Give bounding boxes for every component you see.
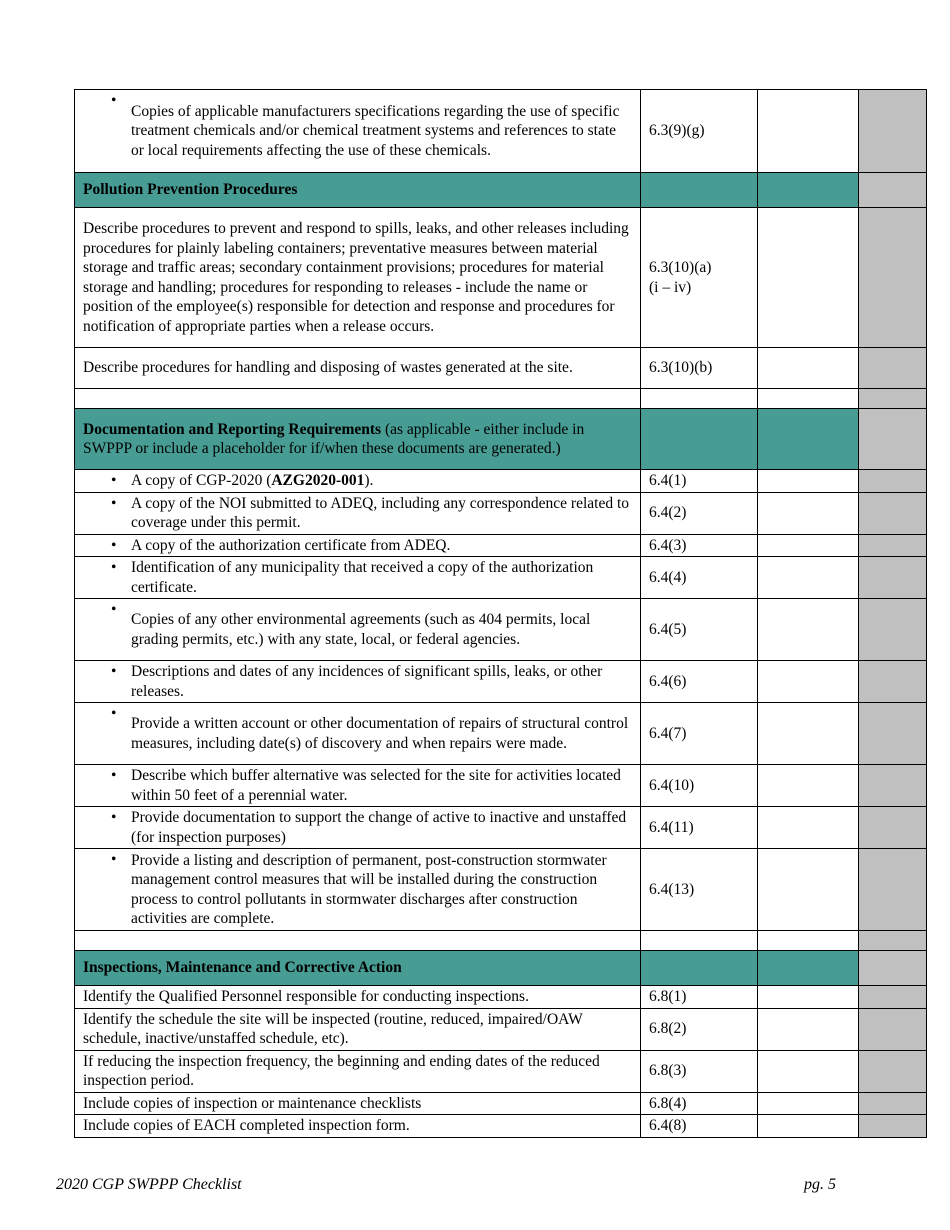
permit-reference: 6.4(8) <box>641 1115 758 1138</box>
requirement-text: Include copies of EACH completed inspection form. <box>75 1115 641 1138</box>
shaded-cell <box>859 1050 927 1092</box>
table-row <box>75 470 927 493</box>
table-row <box>75 807 927 849</box>
shaded-cell <box>859 849 927 931</box>
permit-reference: 6.4(11) <box>641 807 758 849</box>
requirement-text: • Provide a listing and description of permanent, post-construction stormwater management control measures that will be installed during the construction process to control pollutants in stormwater discharges after construction activities are complete. <box>75 849 641 931</box>
check-cell[interactable] <box>758 661 859 703</box>
check-cell[interactable] <box>758 90 859 173</box>
table-row <box>75 492 927 534</box>
requirement-text: Describe procedures for handling and disposing of wastes generated at the site. <box>75 348 641 389</box>
header-cell <box>641 951 758 986</box>
section-title: Inspections, Maintenance and Corrective Action <box>75 951 641 986</box>
table-row <box>75 1050 927 1092</box>
requirement-text: • A copy of CGP-2020 (AZG2020-001). <box>75 470 641 493</box>
requirement-text: Include copies of inspection or maintenance checklists <box>75 1092 641 1115</box>
requirement-text: If reducing the inspection frequency, the beginning and ending dates of the reduced inspection period. <box>75 1050 641 1092</box>
shaded-cell <box>859 534 927 557</box>
requirement-text: Identify the Qualified Personnel responsible for conducting inspections. <box>75 986 641 1009</box>
shaded-cell <box>859 557 927 599</box>
permit-reference: 6.8(3) <box>641 1050 758 1092</box>
header-cell <box>758 409 859 470</box>
shaded-cell <box>859 1092 927 1115</box>
shaded-cell <box>859 599 927 661</box>
check-cell[interactable] <box>758 492 859 534</box>
shaded-cell <box>859 90 927 173</box>
permit-reference-line: 6.3(10)(a) <box>649 259 712 276</box>
check-cell[interactable] <box>758 1050 859 1092</box>
permit-number: AZG2020-001 <box>271 472 365 489</box>
section-header-row <box>75 409 927 470</box>
table-row <box>75 661 927 703</box>
permit-reference: 6.4(5) <box>641 599 758 661</box>
table-row <box>75 703 927 765</box>
check-cell[interactable] <box>758 1115 859 1138</box>
permit-reference: 6.8(4) <box>641 1092 758 1115</box>
shaded-cell <box>859 348 927 389</box>
check-cell[interactable] <box>758 703 859 765</box>
section-note: (as applicable - either include in SWPPP or include a placeholder for if/when these documents are generated.) <box>83 420 585 457</box>
check-cell[interactable] <box>758 1008 859 1050</box>
permit-reference: 6.4(6) <box>641 661 758 703</box>
permit-reference: 6.3(9)(g) <box>641 90 758 173</box>
requirement-text: • Provide documentation to support the change of active to inactive and unstaffed (for inspection purposes) <box>75 807 641 849</box>
section-title: Pollution Prevention Procedures <box>75 173 641 208</box>
permit-reference <box>641 208 758 348</box>
requirement-text: Describe procedures to prevent and respond to spills, leaks, and other releases including procedures for plainly labeling containers; preventative measures between material storage and traffic areas; secondary containment provisions; procedures for material storage and handling; procedures for responding to releases - include the name or position of the employee(s) responsible for detection and response and procedures for notification of appropriate parties when a release occurs. <box>75 208 641 348</box>
section-header-row <box>75 173 927 208</box>
check-cell[interactable] <box>758 849 859 931</box>
permit-reference: 6.8(2) <box>641 1008 758 1050</box>
header-cell <box>641 173 758 208</box>
permit-reference: 6.4(1) <box>641 470 758 493</box>
shaded-cell <box>859 986 927 1009</box>
check-cell[interactable] <box>758 208 859 348</box>
shaded-cell <box>859 765 927 807</box>
header-cell <box>641 409 758 470</box>
requirement-text: Identify the schedule the site will be inspected (routine, reduced, impaired/OAW schedule, inactive/unstaffed schedule, etc). <box>75 1008 641 1050</box>
check-cell[interactable] <box>758 986 859 1009</box>
header-cell <box>758 173 859 208</box>
shaded-cell <box>859 1115 927 1138</box>
permit-reference: 6.4(10) <box>641 765 758 807</box>
permit-reference: 6.4(2) <box>641 492 758 534</box>
shaded-cell <box>859 661 927 703</box>
requirement-text: • Describe which buffer alternative was selected for the site for activities located within 50 feet of a perennial water. <box>75 765 641 807</box>
requirement-text: • Provide a written account or other documentation of repairs of structural control measures, including date(s) of discovery and when repairs were made. <box>75 703 641 765</box>
section-title-bold: Documentation and Reporting Requirements <box>83 420 382 438</box>
table-row <box>75 599 927 661</box>
table-row <box>75 1008 927 1050</box>
check-cell[interactable] <box>758 534 859 557</box>
table-row <box>75 1092 927 1115</box>
spacer-row <box>75 389 927 409</box>
check-cell[interactable] <box>758 599 859 661</box>
table-row <box>75 557 927 599</box>
table-row <box>75 90 927 173</box>
shaded-cell <box>859 470 927 493</box>
check-cell[interactable] <box>758 557 859 599</box>
requirement-text: • A copy of the authorization certificate from ADEQ. <box>75 534 641 557</box>
check-cell[interactable] <box>758 1092 859 1115</box>
shaded-cell <box>859 173 927 208</box>
shaded-cell <box>859 409 927 470</box>
table-row <box>75 208 927 348</box>
shaded-cell <box>859 951 927 986</box>
requirement-text: • Descriptions and dates of any incidences of significant spills, leaks, or other releases. <box>75 661 641 703</box>
check-cell[interactable] <box>758 348 859 389</box>
table-row <box>75 348 927 389</box>
permit-reference: 6.3(10)(b) <box>641 348 758 389</box>
requirement-text: • Copies of applicable manufacturers specifications regarding the use of specific treatment chemicals and/or chemical treatment systems and references to state or local requirements affecting the use of these chemicals. <box>75 90 641 173</box>
shaded-cell <box>859 1008 927 1050</box>
section-title <box>75 409 641 470</box>
permit-reference: 6.4(4) <box>641 557 758 599</box>
table-row <box>75 849 927 931</box>
checklist-table <box>74 89 927 1138</box>
requirement-text: • A copy of the NOI submitted to ADEQ, including any correspondence related to coverage under this permit. <box>75 492 641 534</box>
table-row <box>75 1115 927 1138</box>
permit-reference: 6.8(1) <box>641 986 758 1009</box>
permit-reference: 6.4(7) <box>641 703 758 765</box>
shaded-cell <box>859 492 927 534</box>
table-row <box>75 986 927 1009</box>
check-cell[interactable] <box>758 470 859 493</box>
shaded-cell <box>859 703 927 765</box>
footer-page-number: pg. 5 <box>804 1176 836 1193</box>
section-header-row <box>75 951 927 986</box>
header-cell <box>758 951 859 986</box>
permit-reference-line: (i – iv) <box>649 278 692 296</box>
check-cell[interactable] <box>758 807 859 849</box>
footer-document-title: 2020 CGP SWPPP Checklist <box>56 1176 242 1193</box>
shaded-cell <box>859 208 927 348</box>
table-row <box>75 765 927 807</box>
permit-reference: 6.4(13) <box>641 849 758 931</box>
table-row <box>75 534 927 557</box>
requirement-text: • Identification of any municipality that received a copy of the authorization certificate. <box>75 557 641 599</box>
check-cell[interactable] <box>758 765 859 807</box>
shaded-cell <box>859 807 927 849</box>
permit-reference: 6.4(3) <box>641 534 758 557</box>
spacer-row <box>75 931 927 951</box>
requirement-text: • Copies of any other environmental agreements (such as 404 permits, local grading permits, etc.) with any state, local, or federal agencies. <box>75 599 641 661</box>
